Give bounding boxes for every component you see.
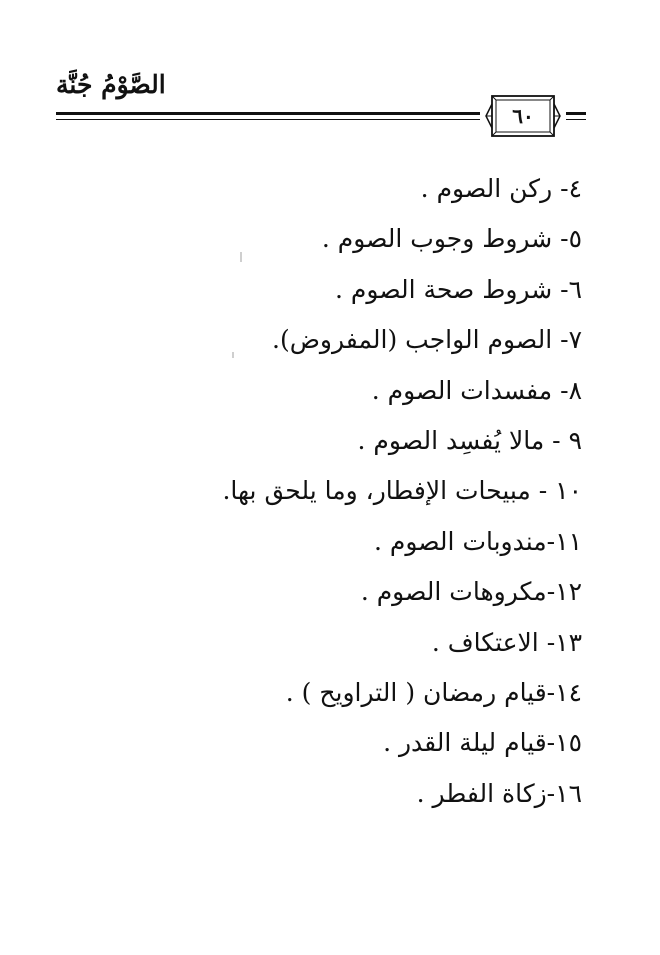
book-title: الصَّوْمُ جُنَّة <box>56 70 166 99</box>
toc-item: ١٣- الاعتكاف . <box>431 627 582 657</box>
toc-item: ٤- ركن الصوم . <box>420 174 582 203</box>
toc-item: ٦- شروط صحة الصوم . <box>335 274 582 304</box>
toc-item: ١١-مندوبات الصوم . <box>373 526 582 556</box>
page-header <box>0 0 660 140</box>
toc-item: ٨- مفسدات الصوم . <box>371 375 582 405</box>
toc-item: ١٠ - مبيحات الإفطار، وما يلحق بها. <box>222 476 582 506</box>
toc-item: ١٦-زكاة الفطر . <box>416 778 582 808</box>
page-number: ٦٠ <box>512 104 534 128</box>
toc-item: ٥- شروط وجوب الصوم . <box>321 224 582 254</box>
scan-speck <box>240 252 242 262</box>
header-rule-left <box>56 112 480 120</box>
toc-list <box>22 164 582 819</box>
header-rule-right <box>566 112 586 120</box>
page-number-frame <box>484 94 562 138</box>
toc-item: ١٥-قيام ليلة القدر . <box>383 728 582 758</box>
scan-speck <box>232 352 234 358</box>
toc-item: ١٤-قيام رمضان ( التراويح ) . <box>285 677 582 707</box>
toc-item: ١٢-مكروهات الصوم . <box>360 577 582 607</box>
toc-item: ٧- الصوم الواجب (المفروض). <box>272 325 582 355</box>
toc-item: ٩ - مالا يُفسِد الصوم . <box>357 425 582 455</box>
